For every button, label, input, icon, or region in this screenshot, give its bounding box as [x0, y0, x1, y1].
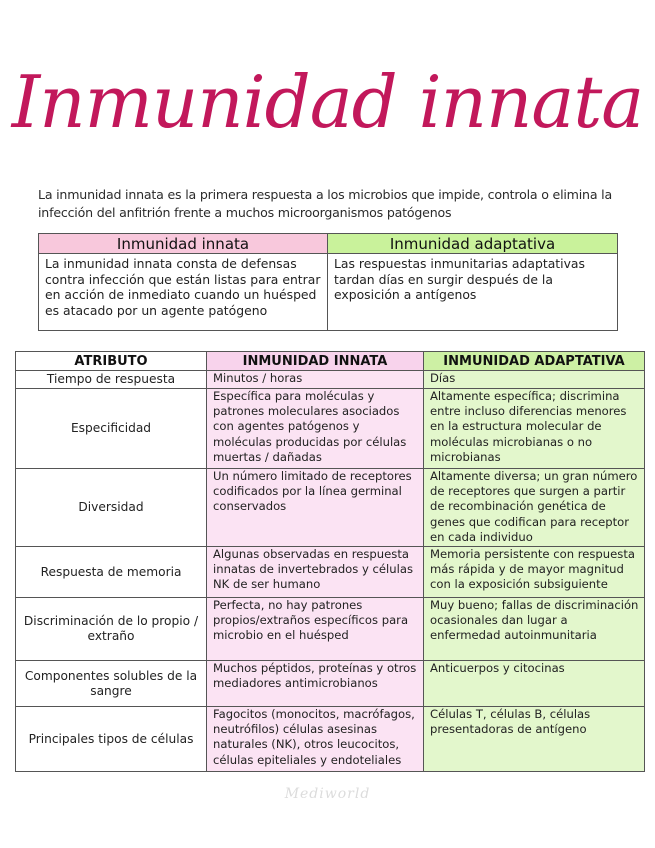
row-adaptive: Anticuerpos y citocinas: [424, 661, 645, 707]
table-row: [16, 661, 645, 707]
table-row: [16, 389, 645, 469]
table-row: [16, 547, 645, 598]
row-adaptive: Altamente diversa; un gran número de receptores que surgen a partir de recombinación genética de genes que codifican para receptor en cada individuo: [424, 469, 645, 547]
row-adaptive: Células T, células B, células presentadoras de antígeno: [424, 707, 645, 772]
row-attribute: Tiempo de respuesta: [16, 371, 207, 389]
innate-header: Inmunidad innata: [39, 234, 328, 254]
row-innate: Específica para moléculas y patrones moleculares asociados con agentes patógenos y moléculas producidas por células muertas / dañadas: [207, 389, 424, 469]
table-row: [16, 371, 645, 389]
row-adaptive: Días: [424, 371, 645, 389]
row-innate: Perfecta, no hay patrones propios/extraños específicos para microbio en el huésped: [207, 598, 424, 661]
header-adaptive: INMUNIDAD ADAPTATIVA: [424, 352, 645, 371]
table-row: [16, 707, 645, 772]
row-innate: Minutos / horas: [207, 371, 424, 389]
header-innate: INMUNIDAD INNATA: [207, 352, 424, 371]
table-row: [16, 469, 645, 547]
row-innate: Algunas observadas en respuesta innatas de invertebrados y células NK de ser humano: [207, 547, 424, 598]
row-innate: Un número limitado de receptores codificados por la línea germinal conservados: [207, 469, 424, 547]
adaptive-header: Inmunidad adaptativa: [328, 234, 618, 254]
row-innate: Muchos péptidos, proteínas y otros mediadores antimicrobianos: [207, 661, 424, 707]
innate-description: La inmunidad innata consta de defensas contra infección que están listas para entrar en acción de inmediato cuando un huésped es atacado por un agente patógeno: [39, 254, 328, 331]
row-attribute: Respuesta de memoria: [16, 547, 207, 598]
comparison-table: [38, 233, 618, 331]
row-innate: Fagocitos (monocitos, macrófagos, neutrófilos) células asesinas naturales (NK), otros leucocitos, células epiteliales y endoteliales: [207, 707, 424, 772]
row-attribute: Especificidad: [16, 389, 207, 469]
row-attribute: Discriminación de lo propio / extraño: [16, 598, 207, 661]
row-adaptive: Memoria persistente con respuesta más rápida y de mayor magnitud con la exposición subsiguiente: [424, 547, 645, 598]
header-attribute: ATRIBUTO: [16, 352, 207, 371]
row-attribute: Diversidad: [16, 469, 207, 547]
watermark: Mediworld: [284, 786, 371, 802]
adaptive-description: Las respuestas inmunitarias adaptativas tardan días en surgir después de la exposición a antígenos: [328, 254, 618, 331]
table-row: [16, 598, 645, 661]
row-attribute: Componentes solubles de la sangre: [16, 661, 207, 707]
page-title: Inmunidad innata: [11, 60, 644, 144]
row-adaptive: Altamente específica; discrimina entre incluso diferencias menores en la estructura molecular de moléculas microbianas o no microbianas: [424, 389, 645, 469]
attribute-table: [15, 351, 645, 772]
intro-paragraph: La inmunidad innata es la primera respuesta a los microbios que impide, controla o elimina la infección del anfitrión frente a muchos microorganismos patógenos: [38, 187, 612, 220]
row-attribute: Principales tipos de células: [16, 707, 207, 772]
row-adaptive: Muy bueno; fallas de discriminación ocasionales dan lugar a enfermedad autoinmunitaria: [424, 598, 645, 661]
table-header-row: [16, 352, 645, 371]
